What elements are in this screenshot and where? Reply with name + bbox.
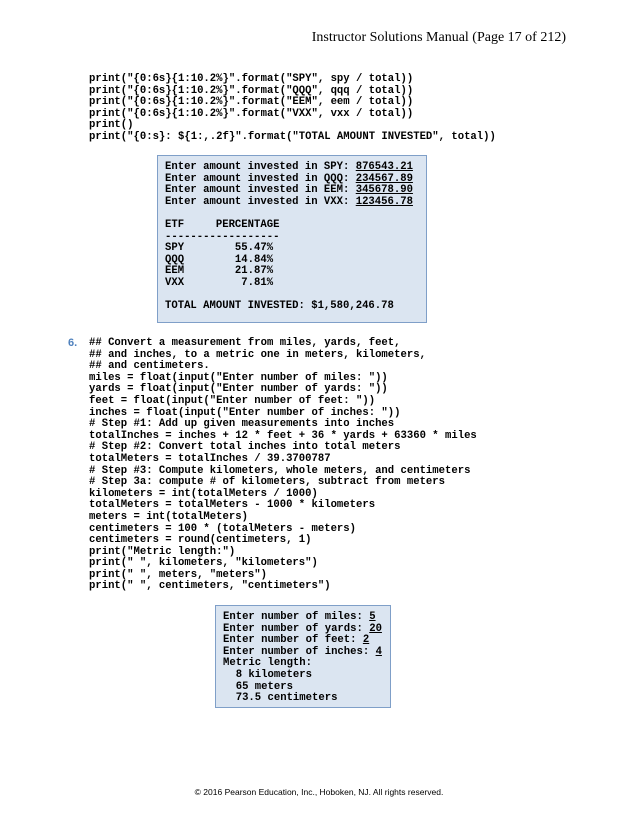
output-line: QQQ 14.84% <box>165 253 274 266</box>
user-input-value: 20 <box>369 622 382 635</box>
code-line: print("{0:6s}{1:10.2%}".format("EEM", eem / total)) <box>89 96 414 109</box>
code-line: # Step #2: Convert total inches into total meters <box>89 441 401 454</box>
output-box-metric <box>215 605 391 708</box>
code-line: totalInches = inches + 12 * feet + 36 * yards + 63360 * miles <box>89 429 477 442</box>
input-prompt: Enter amount invested in QQQ: <box>165 172 356 185</box>
output-input-line <box>165 197 419 209</box>
input-prompt: Enter amount invested in VXX: <box>165 195 356 208</box>
code-line: yards = float(input("Enter number of yards: ")) <box>89 383 388 396</box>
code-line: print(" ", centimeters, "centimeters") <box>89 580 331 593</box>
output-box-investment <box>157 155 427 323</box>
code-line: # Step #1: Add up given measurements into inches <box>89 418 395 431</box>
code-line: ## and inches, to a metric one in meters, kilometers, <box>89 348 426 361</box>
code-block-top <box>89 74 496 144</box>
user-input-value: 345678.90 <box>355 184 413 197</box>
input-prompt: Enter number of feet: <box>223 634 363 647</box>
code-line: print("{0:6s}{1:10.2%}".format("VXX", vxx / total)) <box>89 107 414 120</box>
input-prompt: Enter amount invested in SPY: <box>165 161 356 173</box>
code-line: miles = float(input("Enter number of miles: ")) <box>89 371 388 384</box>
page-header: Instructor Solutions Manual (Page 17 of 212) <box>311 30 566 45</box>
output-line: ETF PERCENTAGE <box>165 218 280 231</box>
code-line: totalMeters = totalMeters - 1000 * kilometers <box>89 499 376 512</box>
code-line: print("{0:s}: ${1:,.2f}".format("TOTAL AMOUNT INVESTED", total)) <box>89 130 496 143</box>
user-input-value: 234567.89 <box>355 172 413 185</box>
user-input-value: 2 <box>362 634 370 647</box>
output-line: ------------------ <box>165 230 280 243</box>
code-line: meters = int(totalMeters) <box>89 510 248 523</box>
user-input-value: 5 <box>369 611 376 623</box>
code-line: inches = float(input("Enter number of inches: ")) <box>89 406 401 419</box>
output-line: 65 meters <box>223 680 293 693</box>
input-prompt: Enter number of miles: <box>223 611 370 623</box>
user-input-value: 123456.78 <box>355 195 413 208</box>
input-prompt: Enter number of yards: <box>223 622 370 635</box>
output-line: 8 kilometers <box>223 668 313 681</box>
output-line: 73.5 centimeters <box>223 692 338 705</box>
code-line: ## and centimeters. <box>89 360 210 373</box>
code-block-metric-conversion <box>89 338 477 593</box>
code-line: kilometers = int(totalMeters / 1000) <box>89 487 318 500</box>
code-line: centimeters = round(centimeters, 1) <box>89 534 312 547</box>
code-line: print(" ", meters, "meters") <box>89 568 268 581</box>
code-line: print() <box>89 119 134 132</box>
user-input-value: 4 <box>375 645 382 658</box>
output-line: VXX 7.81% <box>165 276 274 289</box>
code-line: print("Metric length:") <box>89 545 236 558</box>
code-line: ## Convert a measurement from miles, yards, feet, <box>89 337 401 349</box>
input-prompt: Enter amount invested in EEM: <box>165 184 356 197</box>
code-line: print(" ", kilometers, "kilometers") <box>89 557 318 570</box>
code-line: # Step #3: Compute kilometers, whole meters, and centimeters <box>89 464 471 477</box>
code-line: # Step 3a: compute # of kilometers, subtract from meters <box>89 476 446 489</box>
code-line: feet = float(input("Enter number of feet: ")) <box>89 394 376 407</box>
code-line: print("{0:6s}{1:10.2%}".format("SPY", spy / total)) <box>89 73 414 85</box>
user-input-value: 876543.21 <box>355 161 413 173</box>
input-prompt: Enter number of inches: <box>223 645 376 658</box>
output-line: Metric length: <box>223 657 313 670</box>
output-line: TOTAL AMOUNT INVESTED: $1,580,246.78 <box>165 300 394 313</box>
copyright-footer: © 2016 Pearson Education, Inc., Hoboken, NJ. All rights reserved. <box>194 787 444 797</box>
code-line: totalMeters = totalInches / 39.3700787 <box>89 452 331 465</box>
code-line: centimeters = 100 * (totalMeters - meters) <box>89 522 357 535</box>
output-line: SPY 55.47% <box>165 242 274 255</box>
code-line: print("{0:6s}{1:10.2%}".format("QQQ", qqq / total)) <box>89 84 414 97</box>
problem-number: 6. <box>68 337 78 349</box>
output-line: EEM 21.87% <box>165 265 274 278</box>
